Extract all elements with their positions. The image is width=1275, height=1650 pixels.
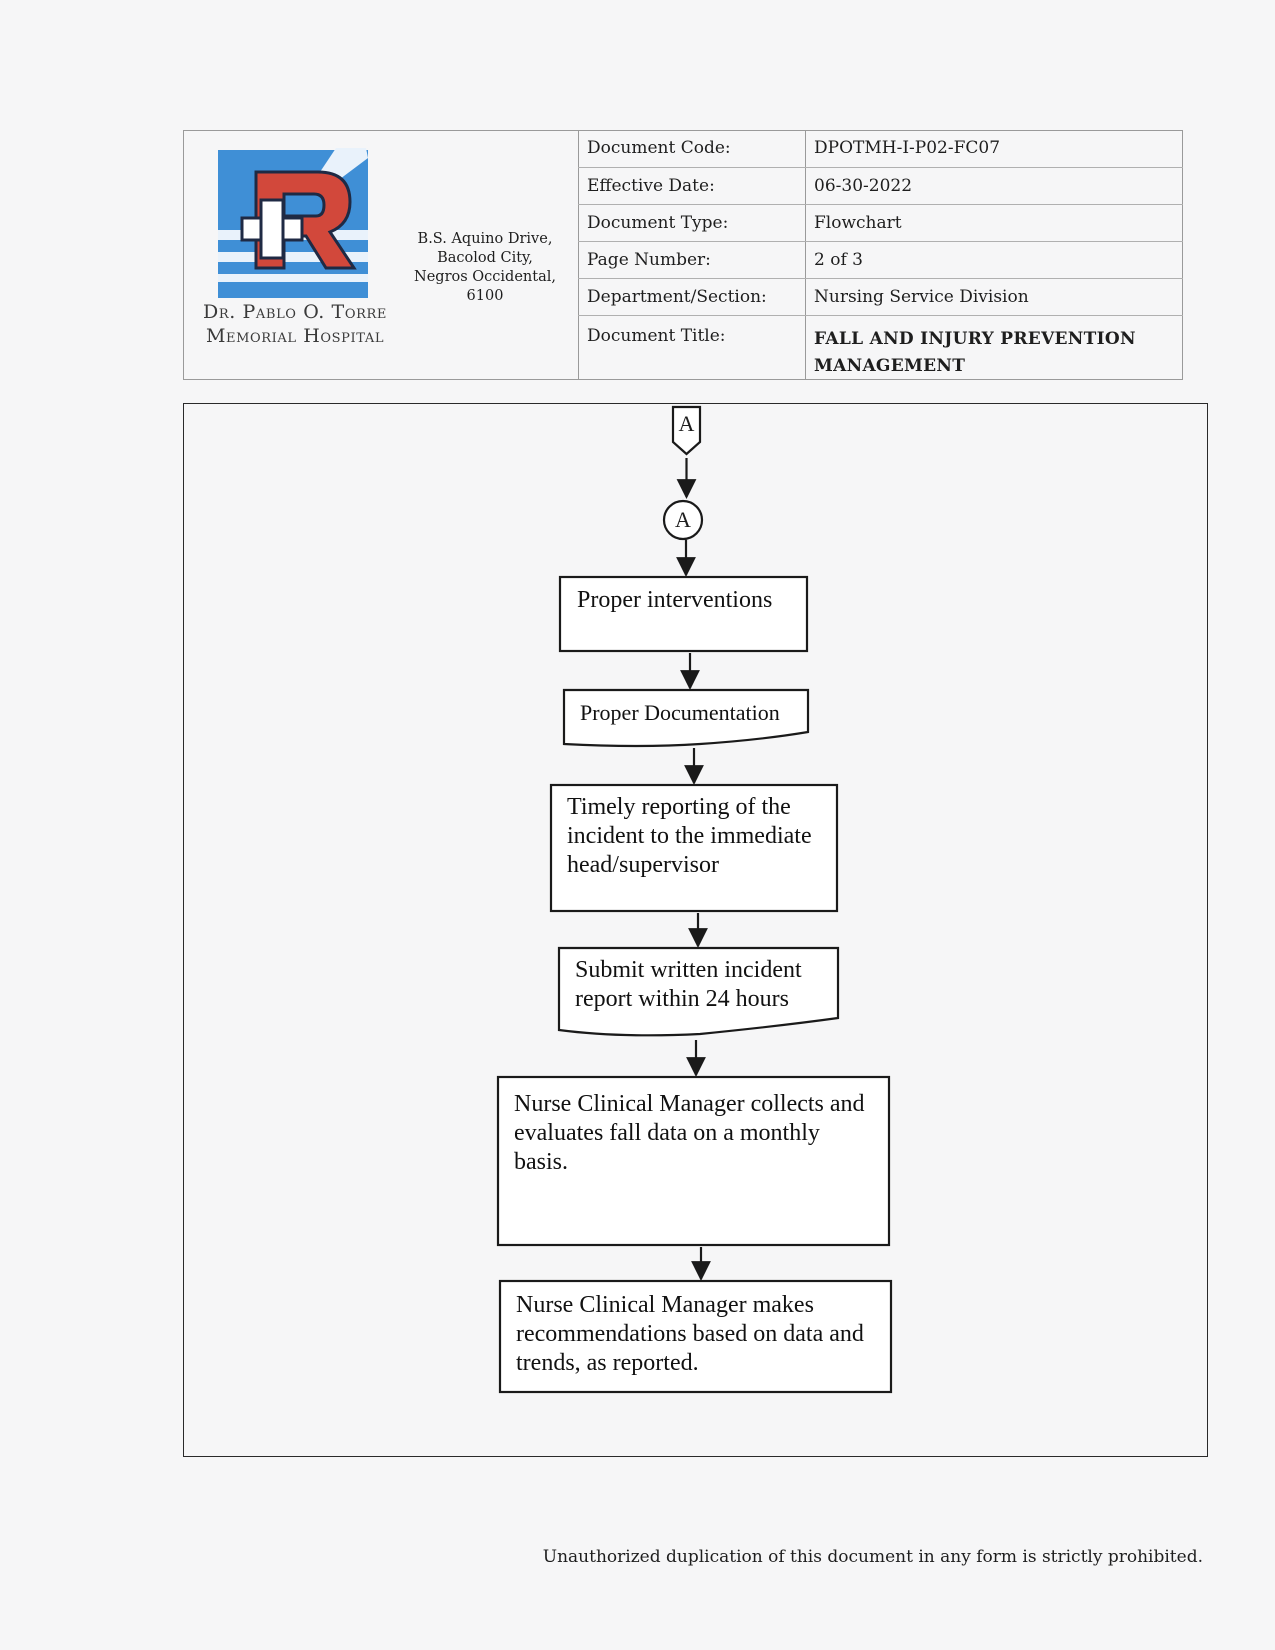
info-label: Document Type: [579,204,806,241]
info-label: Document Code: [579,130,806,167]
onpage-connector-label: A [675,507,691,532]
step-text: Nurse Clinical Manager makes recommendations based on data and trends, as reported. [516,1292,864,1376]
hospital-name-line1: Dr. Pablo O. Torre [203,301,387,323]
address-line: Negros Occidental, [414,269,556,285]
info-label: Department/Section: [579,278,806,315]
step-text: Timely reporting of the incident to the immediate head/supervisor [567,794,812,878]
info-value: Flowchart [806,204,1184,241]
step-text: Proper Documentation [580,700,780,725]
address-line: 6100 [466,288,504,304]
hospital-name-line2: Memorial Hospital [205,325,385,347]
document-title: FALL AND INJURY PREVENTION MANAGEMENT [806,315,1184,380]
info-label: Effective Date: [579,167,806,204]
info-value: 06-30-2022 [806,167,1184,204]
address-line: Bacolod City, [437,250,533,266]
step-text: Nurse Clinical Manager collects and evaluates fall data on a monthly basis. [514,1091,865,1175]
info-value: Nursing Service Division [806,278,1184,315]
step-text: Submit written incident report within 24 hours [575,957,802,1012]
info-value: 2 of 3 [806,241,1184,278]
info-label: Document Title: [579,315,806,380]
footer-notice: Unauthorized duplication of this document in any form is strictly prohibited. [542,1547,1203,1567]
offpage-connector-label: A [678,411,695,436]
info-label: Page Number: [579,241,806,278]
info-value: DPOTMH-I-P02-FC07 [806,130,1184,167]
address-line: B.S. Aquino Drive, [417,231,553,247]
step-text: Proper interventions [577,587,773,613]
